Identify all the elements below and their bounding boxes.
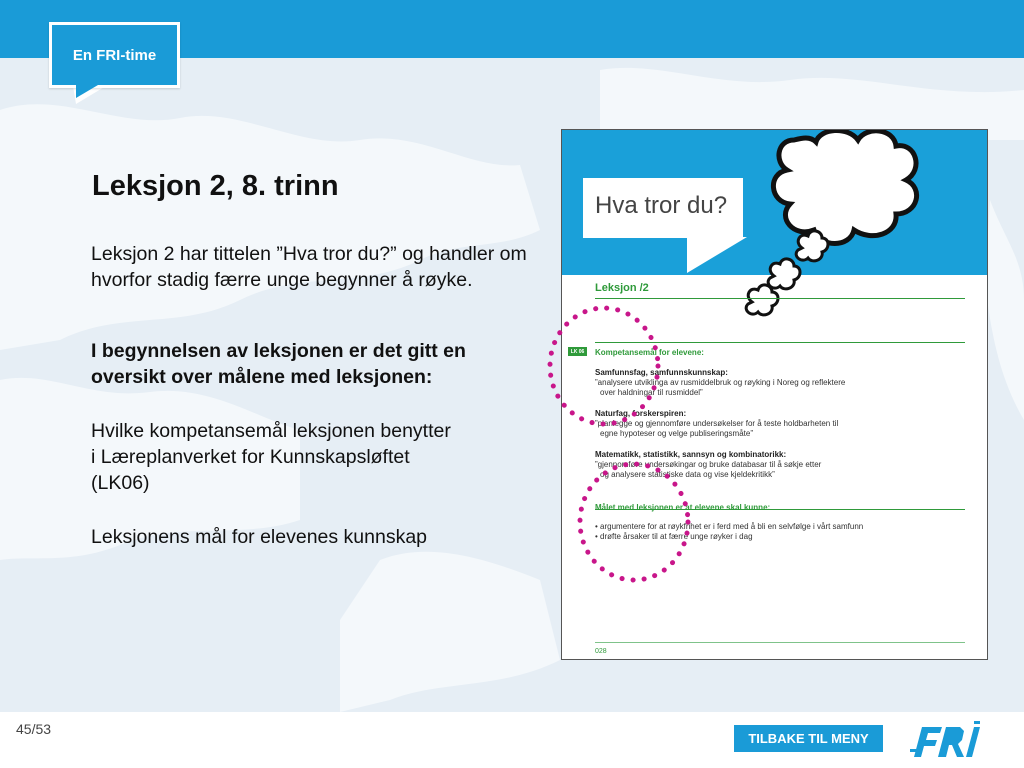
fri-logo[interactable] bbox=[908, 717, 984, 761]
back-to-menu-button[interactable]: TILBAKE TIL MENY bbox=[734, 725, 883, 752]
divider bbox=[595, 342, 965, 343]
tag-tail bbox=[76, 85, 98, 98]
competence-paragraph: Hvilke kompetansemål leksjonen benytter i Læreplanverket for Kunnskapsløftet (LK06) bbox=[91, 420, 451, 494]
section-line: egne hypoteser og velge publiseringsmåte” bbox=[600, 429, 753, 438]
divider bbox=[595, 642, 965, 643]
section-title: Matematikk, statistikk, sannsyn og kombinatorikk: bbox=[595, 450, 787, 459]
section-title: Naturfag, forskerspiren: bbox=[595, 409, 687, 418]
document-bubble bbox=[583, 178, 743, 238]
page-title: Leksjon 2, 8. trinn bbox=[92, 170, 339, 202]
knowledge-paragraph: Leksjonens mål for elevenes kunnskap bbox=[91, 526, 428, 548]
slide-counter: 45/53 bbox=[16, 721, 52, 737]
goal-item: • drøfte årsaker til at færre unge røyker i dag bbox=[595, 532, 753, 541]
competence-heading: Kompetansemål for elevene: bbox=[595, 348, 704, 357]
section-line: ”analysere utviklinga av rusmiddelbruk og røyking i Noreg og reflektere bbox=[595, 378, 846, 387]
document-page-number: 028 bbox=[595, 648, 607, 655]
goal-item: • argumentere for at røykfrihet er i ferd med å bli en selvfølge i vårt samfunn bbox=[595, 522, 864, 531]
section-line: over haldningar til rusmiddel” bbox=[600, 388, 703, 397]
section-line: ”planlegge og gjennomføre undersøkelser for å teste holdbarheten til bbox=[595, 419, 839, 428]
section-line: og analysere statistiske data og vise kjeldekritikk” bbox=[600, 470, 775, 479]
goals-heading: Målet med leksjonen er at elevene skal kunne: bbox=[595, 503, 771, 512]
document-bubble-text: Hva tror du? bbox=[595, 192, 728, 219]
document-lesson-label: Leksjon /2 bbox=[595, 282, 649, 294]
divider bbox=[595, 298, 965, 299]
document-bubble-tail bbox=[687, 237, 747, 273]
intro-paragraph: Leksjon 2 har tittelen ”Hva tror du?” og handler om hvorfor stadig færre unge begynner å røyke. bbox=[91, 243, 527, 291]
section-line: ”gjennomføre undersøkingar og bruke databasar til å søkje etter bbox=[595, 460, 822, 469]
section-title: Samfunnsfag, samfunnskunnskap: bbox=[595, 368, 728, 377]
section-tag bbox=[49, 22, 180, 88]
goals-intro-paragraph: I begynnelsen av leksjonen er det gitt en oversikt over målene med leksjonen: bbox=[91, 340, 466, 388]
section-tag-label: En FRI-time bbox=[72, 46, 157, 64]
lk06-badge: LK 06 bbox=[568, 347, 587, 356]
lesson-document-preview bbox=[561, 129, 988, 660]
